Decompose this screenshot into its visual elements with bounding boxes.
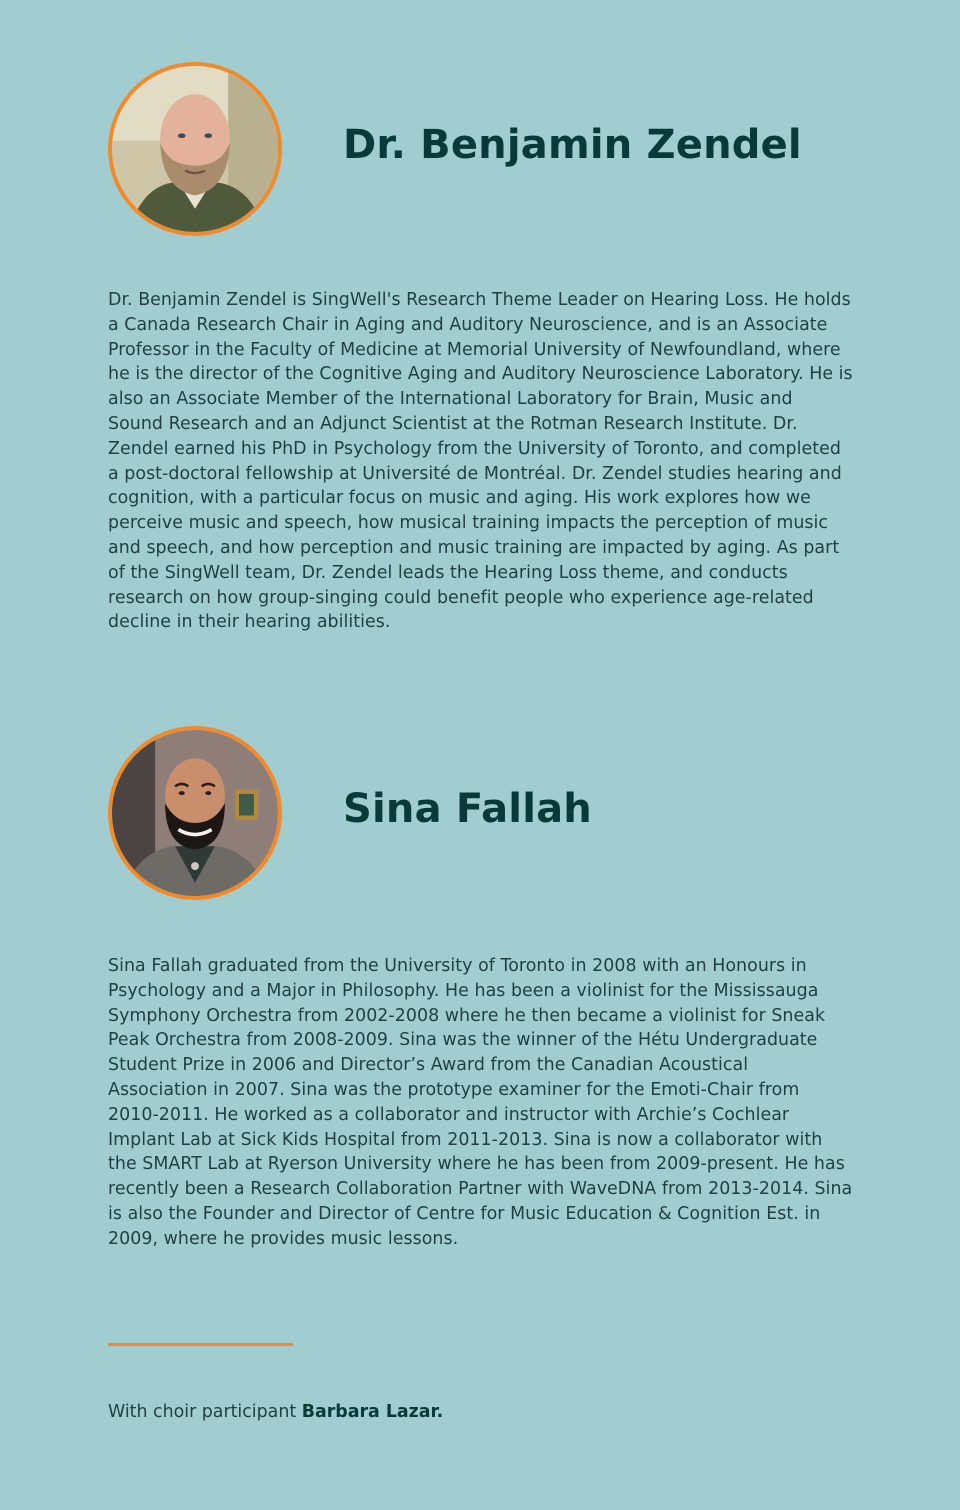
avatar — [108, 62, 282, 236]
profile-bio: Sina Fallah graduated from the University of Toronto in 2008 with an Honours in Psychology and a Major in Philosophy. He has been a violinist for the Mississauga Symphony Orchestra from 2002-2008 where he then became a violinist for Sneak Peak Orchestra from 2008-2009. Sina was the winner of the Hétu Undergraduate Student Prize in 2006 and Director’s Award from the Canadian Acoustical Association in 2007. Sina was the prototype examiner for the Emoti-Chair from 2010-2011. He worked as a collaborator and instructor with Archie’s Cochlear Implant Lab at Sick Kids Hospital from 2011-2013. Sina is now a collaborator with the SMART Lab at Ryerson University where he has been from 2009-present. He has recently been a Research Collaboration Partner with WaveDNA from 2013-2014. Sina is also the Founder and Director of Centre for Music Education & Cognition Est. in 2009, where he provides music lessons. — [108, 956, 853, 1249]
portrait-image — [112, 66, 278, 232]
accent-divider — [108, 1343, 293, 1346]
profile-name: Sina Fallah — [343, 786, 592, 832]
profile-sina-fallah — [108, 726, 860, 1266]
avatar — [108, 726, 282, 900]
photo-caption — [108, 1402, 443, 1422]
profile-name: Dr. Benjamin Zendel — [343, 122, 802, 168]
profile-benjamin-zendel — [108, 62, 860, 662]
portrait-image — [112, 730, 278, 896]
profile-bio: Dr. Benjamin Zendel is SingWell's Research Theme Leader on Hearing Loss. He holds a Canada Research Chair in Aging and Auditory Neuroscience, and is an Associate Professor in the Faculty of Medicine at Memorial University of Newfoundland, where he is the director of the Cognitive Aging and Auditory Neuroscience Laboratory. He is also an Associate Member of the International Laboratory for Brain, Music and Sound Research and an Adjunct Scientist at the Rotman Research Institute. Dr. Zendel earned his PhD in Psychology from the University of Toronto, and completed a post-doctoral fellowship at Université de Montréal. Dr. Zendel studies hearing and cognition, with a particular focus on music and aging. His work explores how we perceive music and speech, how musical training impacts the perception of music and speech, and how perception and music training are impacted by aging. As part of the SingWell team, Dr. Zendel leads the Hearing Loss theme, and conducts research on how group-singing could benefit people who experience age-related decline in their hearing abilities. — [108, 290, 853, 633]
caption-prefix: With choir participant — [108, 1402, 302, 1422]
caption-highlight: Barbara Lazar. — [301, 1402, 444, 1422]
